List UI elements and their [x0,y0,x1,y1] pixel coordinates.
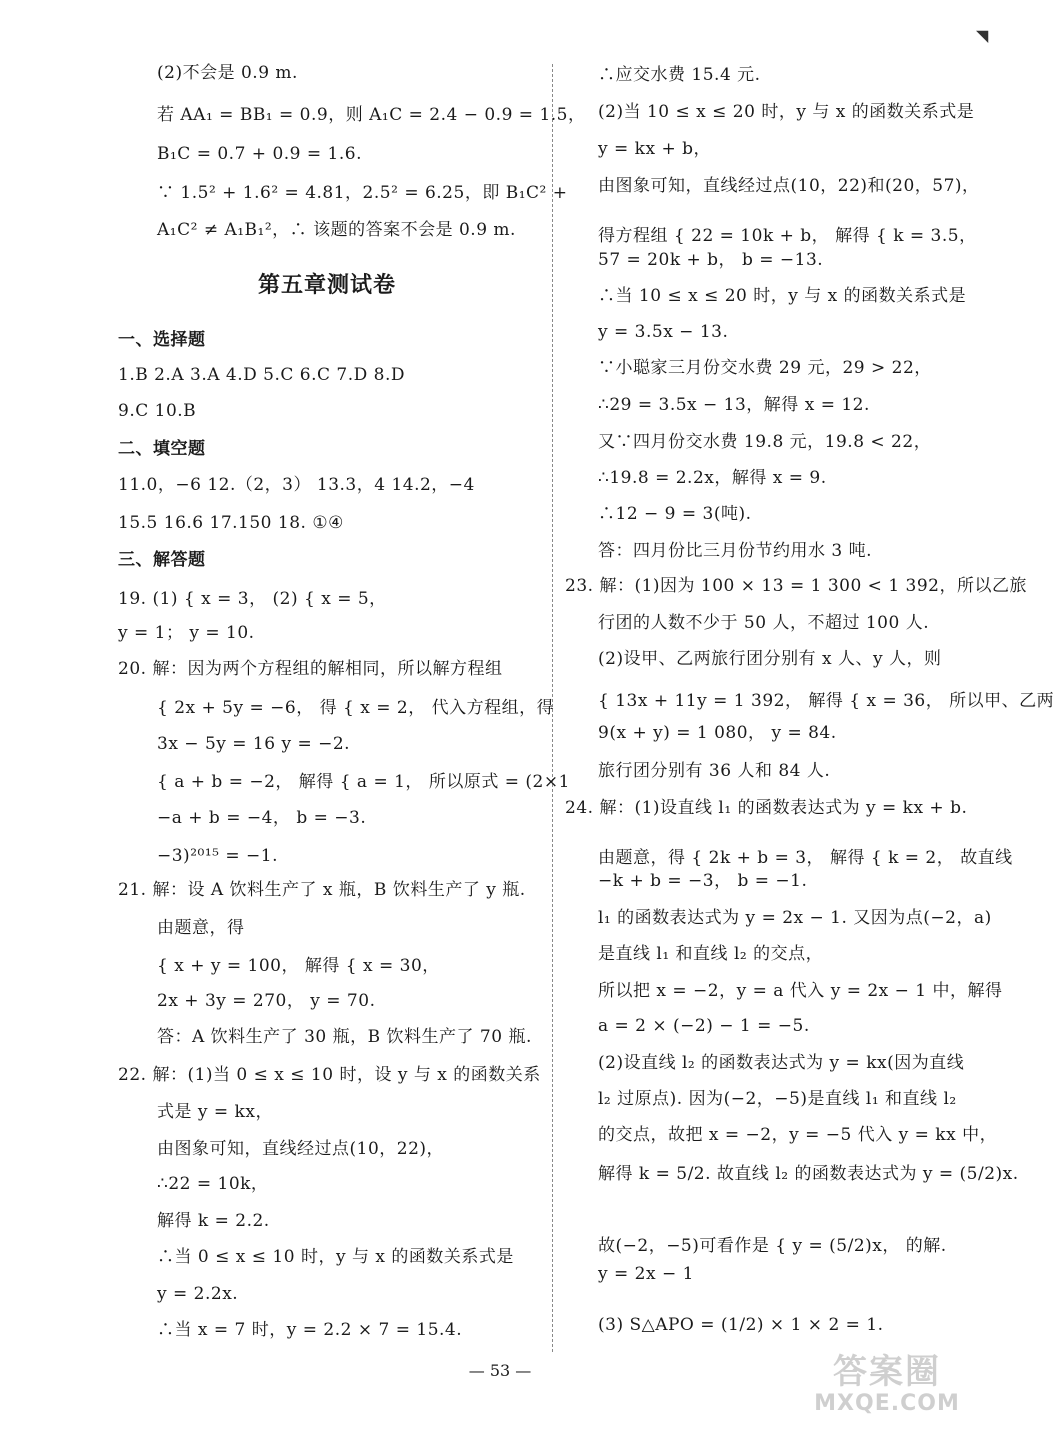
right-column-line: ∴29 = 3.5x − 13，解得 x = 12. [598,395,870,415]
right-column-line: y = kx + b， [598,139,711,159]
left-column-line: 3x − 5y = 16 y = −2. [157,734,351,754]
right-column-line: l₂ 过原点). 因为(−2，−5)是直线 l₁ 和直线 l₂ [598,1089,957,1109]
left-column-line: (2)不会是 0.9 m. [157,63,298,83]
left-column-line: { x + y = 100， 解得 { x = 30， [157,956,440,976]
right-column-line: (2)设直线 l₂ 的函数表达式为 y = kx(因为直线 [598,1053,965,1073]
left-column-line: −3)²⁰¹⁵ = −1. [157,846,278,866]
right-column-line: ∴12 − 9 = 3(吨). [598,504,752,524]
right-column-line: 行团的人数不少于 50 人，不超过 100 人. [598,613,930,633]
left-column-line: 2x + 3y = 270， y = 70. [157,991,376,1011]
left-column-line: 22. 解：(1)当 0 ≤ x ≤ 10 时，设 y 与 x 的函数关系 [118,1065,541,1085]
right-column-line: ∵小聪家三月份交水费 29 元，29 > 22， [598,358,932,378]
left-column-line: 解得 k = 2.2. [157,1211,270,1231]
watermark-line2: MXQE.COM [814,1391,960,1416]
right-column-line: 由图象可知，直线经过点(10，22)和(20，57)， [598,176,980,196]
watermark-line1: 答案圈 [833,1352,941,1392]
right-column-line: 故(−2，−5)可看作是 { y = (5/2)x， 的解. [598,1236,947,1256]
right-column-line: −k + b = −3， b = −1. [598,871,808,891]
right-column-line: 又∵四月份交水费 19.8 元，19.8 < 22， [598,432,932,452]
left-column-line: ∴当 x = 7 时，y = 2.2 × 7 = 15.4. [157,1320,463,1340]
left-column-line: 15.5 16.6 17.150 18. ①④ [118,513,344,533]
right-column-line: y = 2x − 1 [598,1264,694,1284]
right-column-line: 由题意，得 { 2k + b = 3， 解得 { k = 2， 故直线 [598,848,1013,868]
left-column-line: 若 AA₁ = BB₁ = 0.9，则 A₁C = 2.4 − 0.9 = 1.5， [157,105,586,125]
left-column-line: A₁C² ≠ A₁B₁²，∴ 该题的答案不会是 0.9 m. [157,220,516,240]
left-column-line: 一、选择题 [118,330,206,350]
left-column-line: 由图象可知，直线经过点(10，22)， [157,1139,445,1159]
left-column-line: y = 2.2x. [157,1284,239,1304]
left-column-line: 三、解答题 [118,550,206,570]
right-column-line: ∴19.8 = 2.2x，解得 x = 9. [598,468,827,488]
left-column-line: 由题意，得 [157,918,245,938]
left-column-line: 9.C 10.B [118,401,197,421]
watermark-logo [792,1352,982,1422]
chapter-title: 第五章测试卷 [258,273,397,298]
right-column-line: 是直线 l₁ 和直线 l₂ 的交点， [598,944,824,964]
left-column-line: { 2x + 5y = −6， 得 { x = 2， 代入方程组，得 [157,698,555,718]
right-column-line: y = 3.5x − 13. [598,322,729,342]
right-column-line: 57 = 20k + b， b = −13. [598,250,824,270]
left-column-line: 20. 解：因为两个方程组的解相同，所以解方程组 [118,659,503,679]
left-column-line: 二、填空题 [118,439,206,459]
right-column-line: { 13x + 11y = 1 392， 解得 { x = 36， 所以甲、乙两 [598,691,1054,711]
right-column-line: 得方程组 { 22 = 10k + b， 解得 { k = 3.5， [598,226,977,246]
page-number: — 53 — [468,1361,532,1380]
left-column-line: B₁C = 0.7 + 0.9 = 1.6. [157,144,362,164]
right-column-line: 解得 k = 5/2. 故直线 l₂ 的函数表达式为 y = (5/2)x. [598,1164,1019,1184]
left-column-line: 答：A 饮料生产了 30 瓶，B 饮料生产了 70 瓶. [157,1027,532,1047]
left-column-line: ∵ 1.5² + 1.6² = 4.81，2.5² = 6.25，即 B₁C² + [157,183,568,203]
left-column-line: 21. 解：设 A 饮料生产了 x 瓶，B 饮料生产了 y 瓶. [118,880,526,900]
right-column-line: 所以把 x = −2，y = a 代入 y = 2x − 1 中，解得 [598,981,1003,1001]
left-column-line: { a + b = −2， 解得 { a = 1， 所以原式 = (2×1 [157,772,570,792]
right-column-line: ∴当 10 ≤ x ≤ 20 时，y 与 x 的函数关系式是 [598,286,967,306]
left-column-line: 1.B 2.A 3.A 4.D 5.C 6.C 7.D 8.D [118,365,406,385]
left-column-line: ∴当 0 ≤ x ≤ 10 时，y 与 x 的函数关系式是 [157,1247,514,1267]
right-column-line: (2)当 10 ≤ x ≤ 20 时，y 与 x 的函数关系式是 [598,102,975,122]
right-column-line: (3) S△APO = (1/2) × 1 × 2 = 1. [598,1315,884,1335]
left-column-line: y = 1； y = 10. [118,623,255,643]
corner-mark: ◥ [976,26,989,45]
right-column-line: 24. 解：(1)设直线 l₁ 的函数表达式为 y = kx + b. [565,798,968,818]
right-column-line: 的交点，故把 x = −2，y = −5 代入 y = kx 中， [598,1125,998,1145]
right-column-line: ∴应交水费 15.4 元. [598,65,761,85]
left-column-line: 式是 y = kx， [157,1102,273,1122]
right-column-line: l₁ 的函数表达式为 y = 2x − 1. 又因为点(−2，a) [598,908,992,928]
left-column-line: ∴22 = 10k， [157,1174,269,1194]
left-column-line: 11.0，−6 12.（2，3） 13.3，4 14.2，−4 [118,475,475,495]
left-column-line: 19. (1) { x = 3， (2) { x = 5， [118,589,387,609]
right-column-line: 9(x + y) = 1 080， y = 84. [598,723,837,743]
right-column-line: a = 2 × (−2) − 1 = −5. [598,1016,810,1036]
right-column-line: 答：四月份比三月份节约用水 3 吨. [598,541,873,561]
left-column-line: −a + b = −4， b = −3. [157,808,367,828]
right-column-line: 旅行团分别有 36 人和 84 人. [598,761,831,781]
right-column-line: (2)设甲、乙两旅行团分别有 x 人、y 人，则 [598,649,942,669]
right-column-line: 23. 解：(1)因为 100 × 13 = 1 300 < 1 392，所以乙旅 [565,576,1027,596]
